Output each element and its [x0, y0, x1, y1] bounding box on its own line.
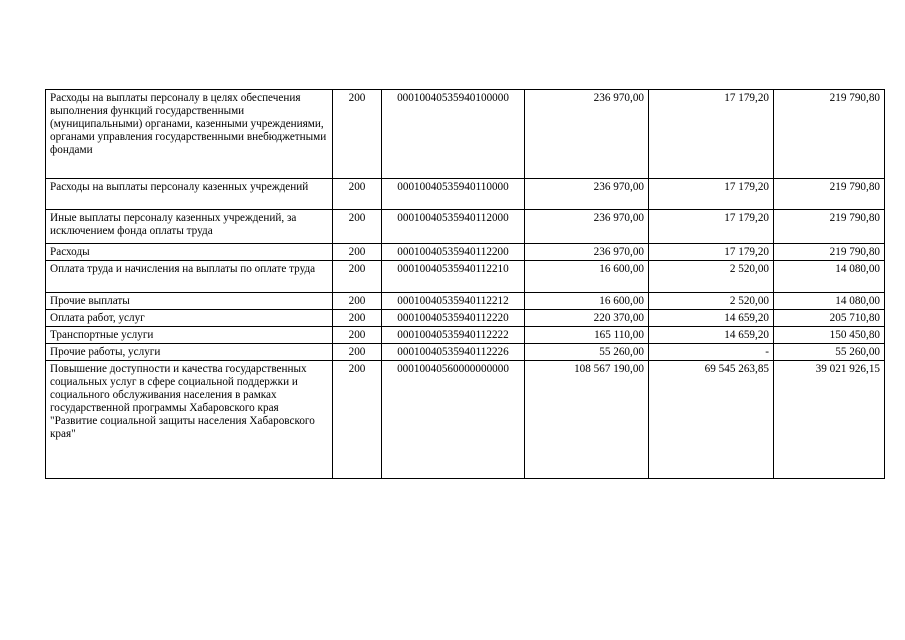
table-row — [46, 310, 885, 327]
row-kbk-cell: 00010040535940112212 — [382, 293, 525, 310]
row-name-cell: Расходы — [46, 244, 333, 261]
table-row — [46, 327, 885, 344]
row-kbk-cell: 00010040535940112226 — [382, 344, 525, 361]
row-unexecuted-cell: 39 021 926,15 — [774, 361, 885, 479]
row-name-cell: Расходы на выплаты персоналу в целях обеспечения выполнения функций государственными (муниципальными) органами, казенными учреждениями, органами управления государственными внебюджетными фондами — [46, 90, 333, 179]
row-approved-cell: 16 600,00 — [525, 293, 649, 310]
row-kbk-cell: 00010040560000000000 — [382, 361, 525, 479]
row-code-cell: 200 — [333, 210, 382, 244]
row-code-cell: 200 — [333, 261, 382, 293]
row-kbk-cell: 00010040535940112210 — [382, 261, 525, 293]
table-row — [46, 261, 885, 293]
row-code-cell: 200 — [333, 179, 382, 210]
budget-execution-table — [45, 89, 885, 479]
row-approved-cell: 236 970,00 — [525, 179, 649, 210]
row-name-cell: Расходы на выплаты персоналу казенных учреждений — [46, 179, 333, 210]
row-kbk-cell: 00010040535940112000 — [382, 210, 525, 244]
row-executed-cell: 17 179,20 — [649, 90, 774, 179]
row-code-cell: 200 — [333, 244, 382, 261]
row-code-cell: 200 — [333, 361, 382, 479]
row-name-cell: Иные выплаты персоналу казенных учреждений, за исключением фонда оплаты труда — [46, 210, 333, 244]
row-code-cell: 200 — [333, 310, 382, 327]
row-unexecuted-cell: 150 450,80 — [774, 327, 885, 344]
table-body — [46, 90, 885, 479]
row-approved-cell: 16 600,00 — [525, 261, 649, 293]
row-name-cell: Прочие выплаты — [46, 293, 333, 310]
row-executed-cell: 69 545 263,85 — [649, 361, 774, 479]
row-kbk-cell: 00010040535940100000 — [382, 90, 525, 179]
row-unexecuted-cell: 219 790,80 — [774, 90, 885, 179]
row-unexecuted-cell: 219 790,80 — [774, 179, 885, 210]
row-executed-cell: 14 659,20 — [649, 327, 774, 344]
table-row — [46, 244, 885, 261]
table-row — [46, 179, 885, 210]
row-approved-cell: 108 567 190,00 — [525, 361, 649, 479]
row-unexecuted-cell: 14 080,00 — [774, 293, 885, 310]
row-approved-cell: 165 110,00 — [525, 327, 649, 344]
row-approved-cell: 220 370,00 — [525, 310, 649, 327]
row-code-cell: 200 — [333, 327, 382, 344]
row-name-cell: Прочие работы, услуги — [46, 344, 333, 361]
table-row — [46, 210, 885, 244]
row-approved-cell: 236 970,00 — [525, 244, 649, 261]
row-executed-cell: 17 179,20 — [649, 210, 774, 244]
row-code-cell: 200 — [333, 90, 382, 179]
row-executed-cell: 17 179,20 — [649, 244, 774, 261]
row-kbk-cell: 00010040535940112200 — [382, 244, 525, 261]
row-executed-cell: - — [649, 344, 774, 361]
table-row — [46, 90, 885, 179]
row-kbk-cell: 00010040535940112222 — [382, 327, 525, 344]
row-unexecuted-cell: 14 080,00 — [774, 261, 885, 293]
row-name-cell: Оплата труда и начисления на выплаты по оплате труда — [46, 261, 333, 293]
row-unexecuted-cell: 205 710,80 — [774, 310, 885, 327]
row-kbk-cell: 00010040535940112220 — [382, 310, 525, 327]
row-approved-cell: 55 260,00 — [525, 344, 649, 361]
row-kbk-cell: 00010040535940110000 — [382, 179, 525, 210]
row-code-cell: 200 — [333, 344, 382, 361]
row-unexecuted-cell: 55 260,00 — [774, 344, 885, 361]
row-executed-cell: 2 520,00 — [649, 261, 774, 293]
row-executed-cell: 14 659,20 — [649, 310, 774, 327]
row-name-cell: Оплата работ, услуг — [46, 310, 333, 327]
row-name-cell: Повышение доступности и качества государственных социальных услуг в сфере социальной поддержки и социального обслуживания населения в рамках государственной программы Хабаровского края "Развитие социальной защиты населения Хабаровского края" — [46, 361, 333, 479]
row-name-cell: Транспортные услуги — [46, 327, 333, 344]
table-row — [46, 344, 885, 361]
table-row — [46, 293, 885, 310]
row-unexecuted-cell: 219 790,80 — [774, 210, 885, 244]
row-unexecuted-cell: 219 790,80 — [774, 244, 885, 261]
row-executed-cell: 2 520,00 — [649, 293, 774, 310]
row-approved-cell: 236 970,00 — [525, 210, 649, 244]
row-executed-cell: 17 179,20 — [649, 179, 774, 210]
row-code-cell: 200 — [333, 293, 382, 310]
table-row — [46, 361, 885, 479]
row-approved-cell: 236 970,00 — [525, 90, 649, 179]
